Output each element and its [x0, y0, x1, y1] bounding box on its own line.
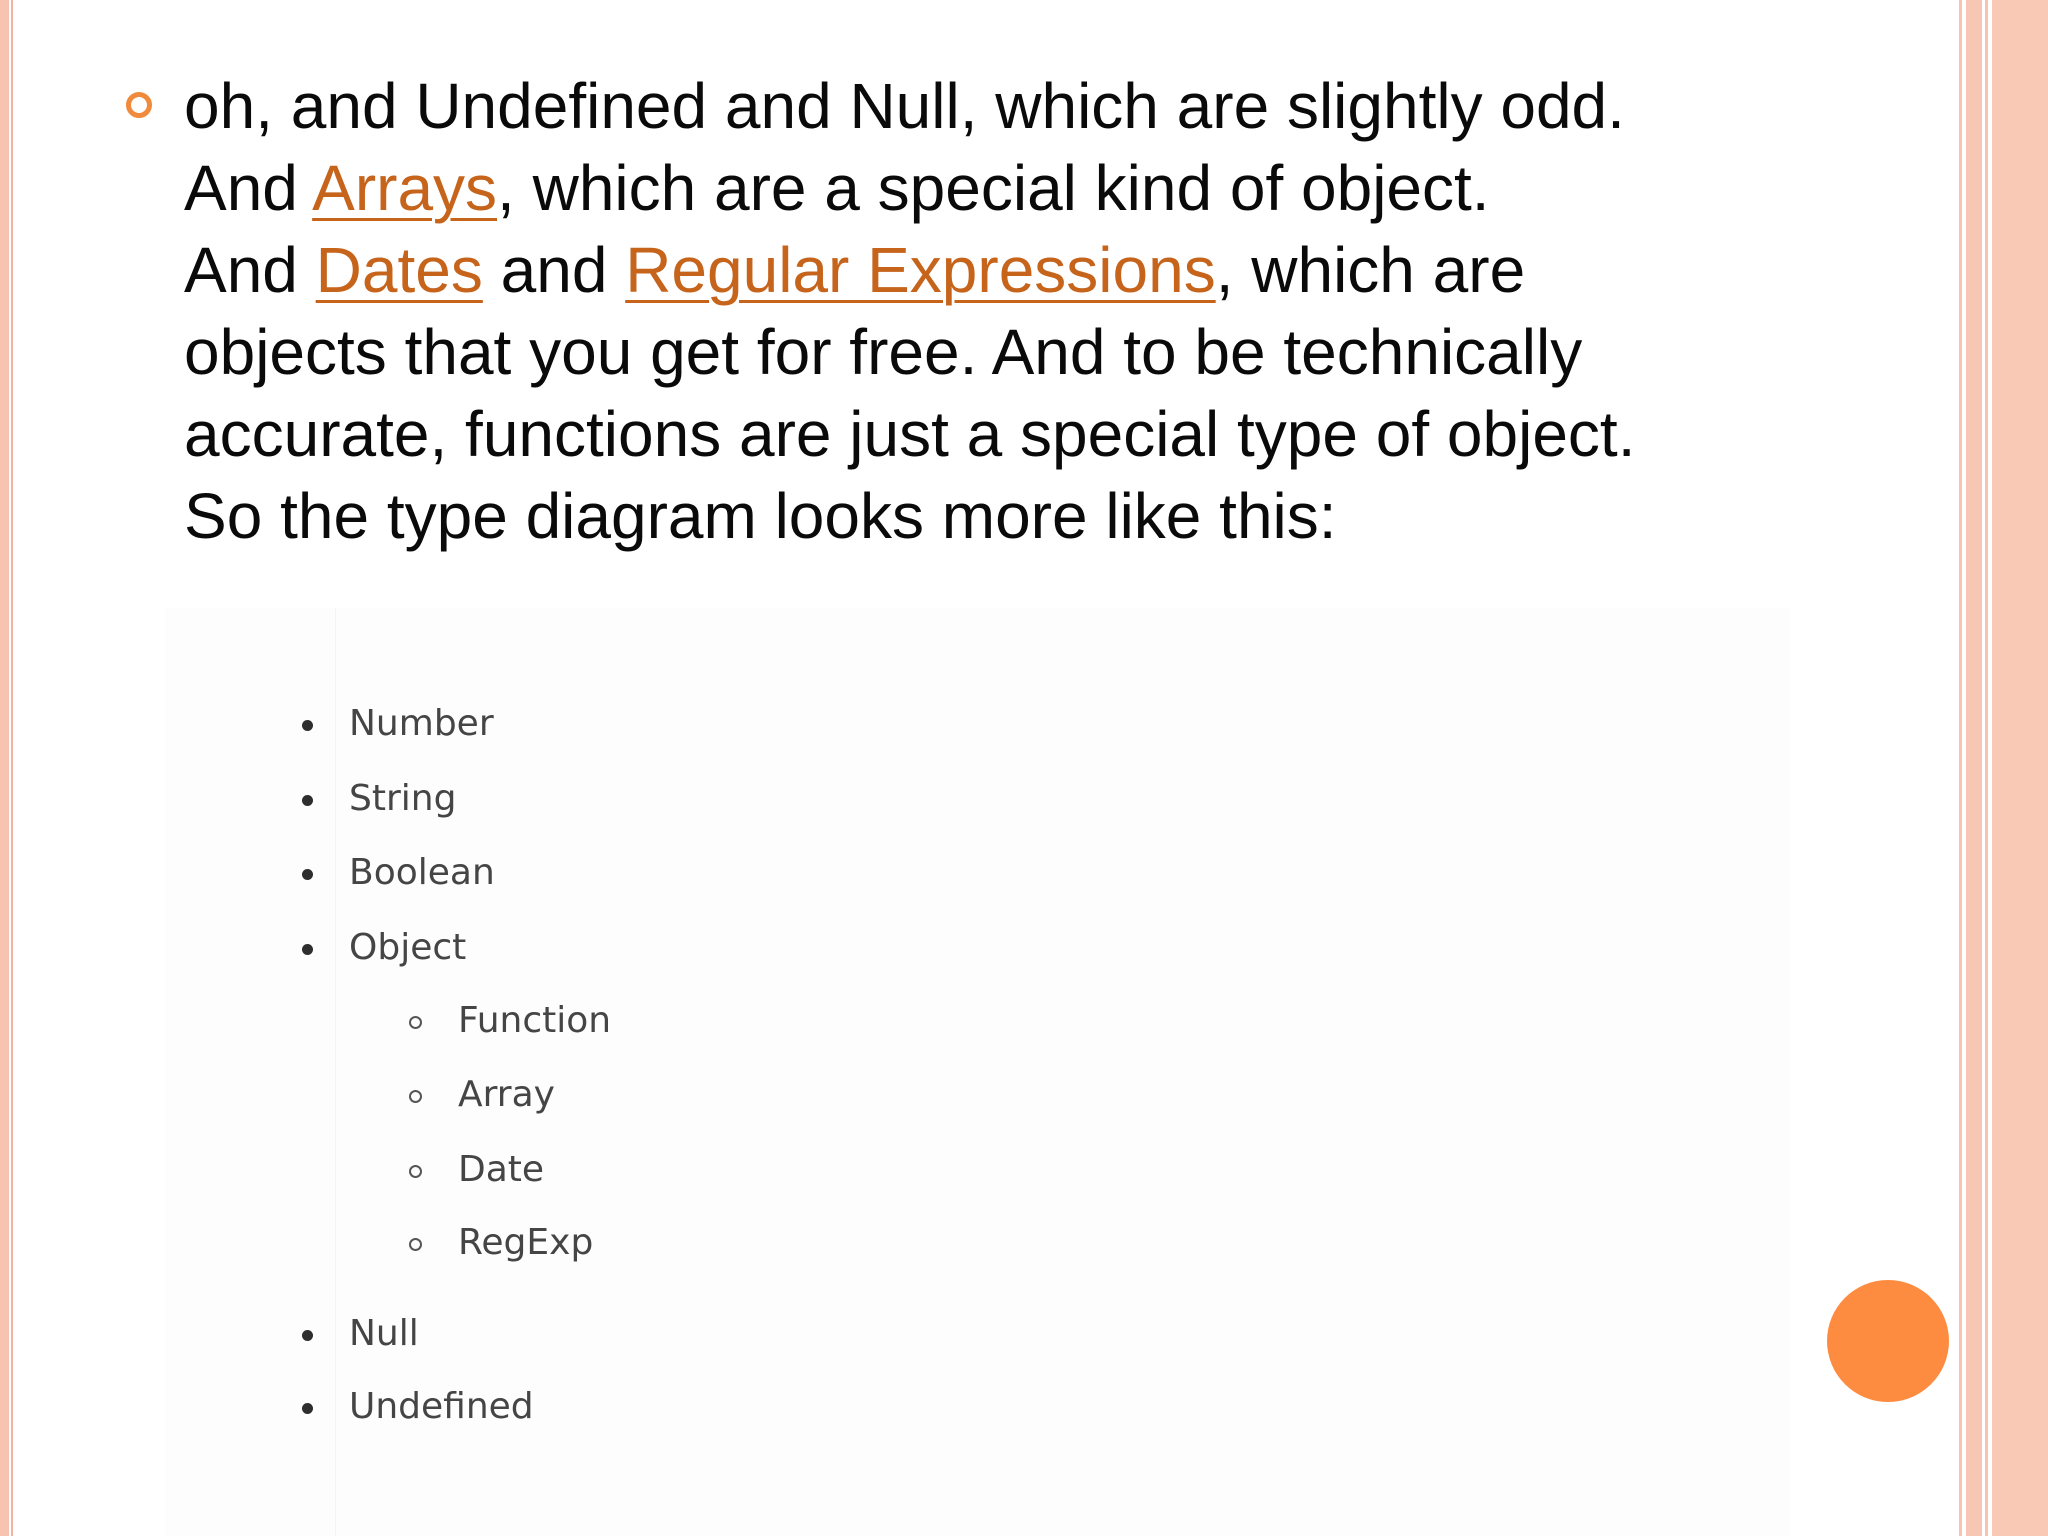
disc-bullet-icon	[302, 795, 313, 806]
disc-bullet-icon	[302, 1330, 313, 1341]
type-item-null: Null	[349, 1313, 419, 1354]
image-column-edge	[335, 608, 336, 1536]
type-item-undefined: Undefined	[349, 1386, 534, 1427]
disc-bullet-icon	[302, 720, 313, 731]
type-item-number: Number	[349, 703, 494, 744]
circle-bullet-icon	[409, 1016, 422, 1029]
type-diagram-image	[165, 608, 1790, 1536]
text-line-1: oh, and Undefined and Null, which are slightly odd.	[184, 70, 1625, 142]
text-segment: and	[482, 234, 626, 306]
left-border-line	[11, 0, 13, 1536]
regular-expressions-link[interactable]: Regular Expressions	[625, 234, 1216, 306]
text-line-5: accurate, functions are just a special type of object.	[184, 398, 1636, 470]
decorative-orange-circle	[1827, 1280, 1949, 1402]
text-line-6: So the type diagram looks more like this:	[184, 480, 1337, 552]
text-segment: , which are	[1215, 234, 1526, 306]
right-border-band-outer	[1992, 0, 2048, 1536]
text-segment: , which are a special kind of object.	[497, 152, 1490, 224]
circle-bullet-icon	[409, 1165, 422, 1178]
text-line-2	[184, 147, 1804, 229]
type-item-object: Object	[349, 927, 467, 968]
subtype-item-regexp: RegExp	[458, 1222, 594, 1263]
hollow-circle-bullet-icon	[126, 92, 152, 118]
text-segment: And	[184, 152, 313, 224]
slide-body-text	[184, 65, 1804, 557]
type-item-boolean: Boolean	[349, 852, 495, 893]
dates-link[interactable]: Dates	[315, 234, 483, 306]
disc-bullet-icon	[302, 1403, 313, 1414]
arrays-link[interactable]: Arrays	[312, 152, 498, 224]
left-border-stripe	[0, 0, 9, 1536]
subtype-item-array: Array	[458, 1074, 555, 1115]
right-border-band-inner	[1966, 0, 1982, 1536]
subtype-item-function: Function	[458, 1000, 612, 1041]
right-border-line-outer	[1985, 0, 1988, 1536]
text-line-3	[184, 229, 1804, 311]
circle-bullet-icon	[409, 1090, 422, 1103]
subtype-item-date: Date	[458, 1149, 545, 1190]
text-segment: And	[184, 234, 316, 306]
text-line-4: objects that you get for free. And to be technically	[184, 316, 1583, 388]
right-border-line-inner	[1959, 0, 1962, 1536]
type-item-string: String	[349, 778, 457, 819]
disc-bullet-icon	[302, 944, 313, 955]
disc-bullet-icon	[302, 869, 313, 880]
circle-bullet-icon	[409, 1238, 422, 1251]
